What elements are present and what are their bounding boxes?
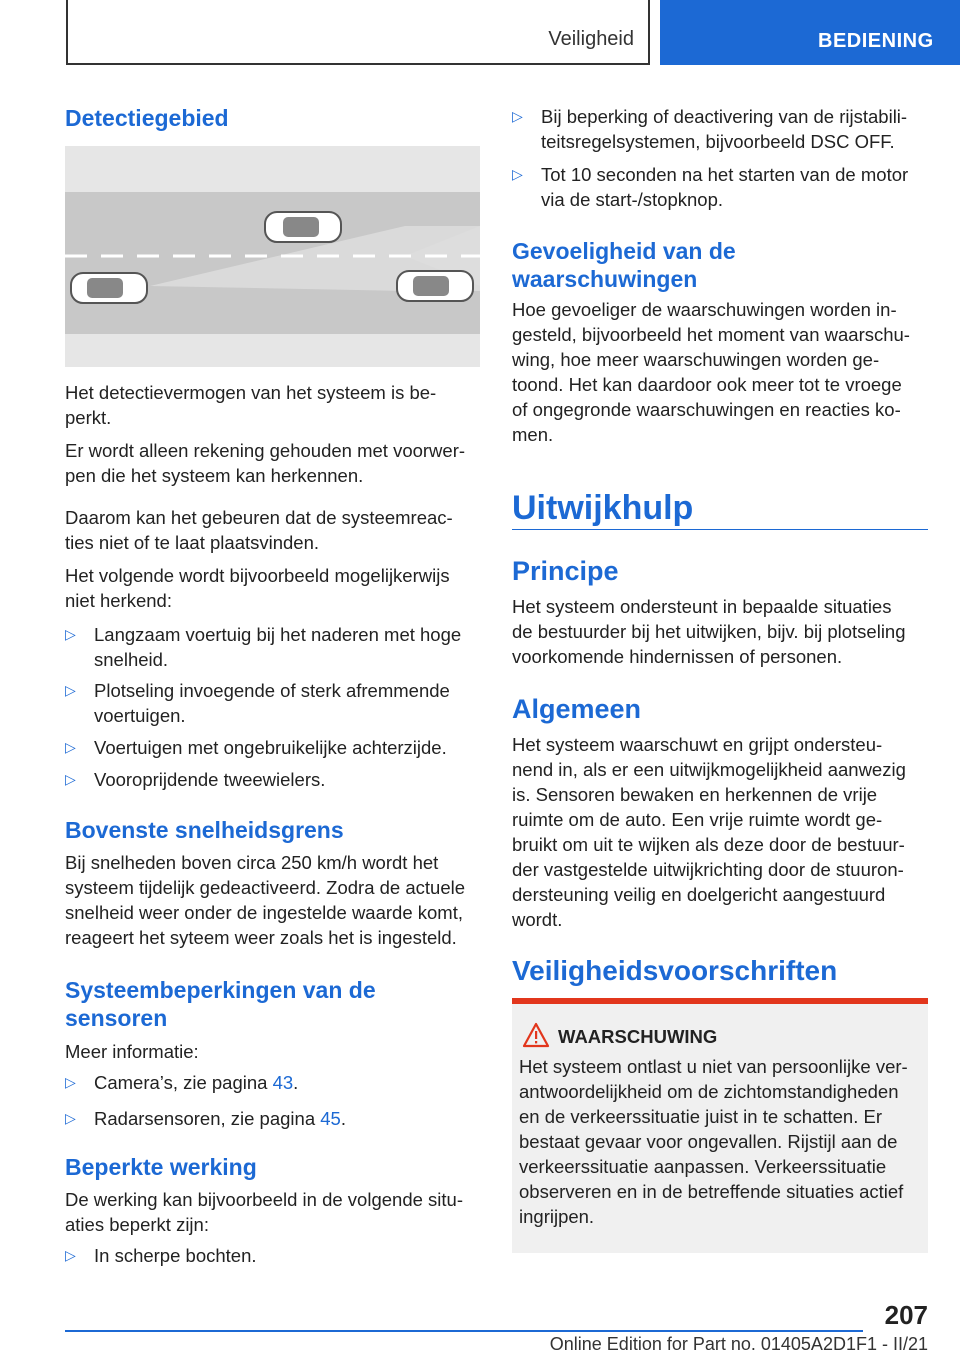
text-line: antwoordelijkheid om de zichtomstandigheden xyxy=(519,1081,899,1102)
list-item xyxy=(512,162,928,212)
paragraph-algemeen xyxy=(512,732,928,932)
triangle-right-outline-icon: ▷ xyxy=(65,1074,76,1090)
paragraph-werking xyxy=(65,1187,480,1237)
list-item xyxy=(65,622,480,672)
text-line: of ongegronde waarschuwingen en reacties ko- xyxy=(512,399,901,420)
list-item xyxy=(65,767,480,792)
text-line: de bestuurder bij het uitwijken, bijv. bij plotseling xyxy=(512,621,906,642)
text-line: wing, hoe meer waarschuwingen worden ge- xyxy=(512,349,880,370)
triangle-right-outline-icon: ▷ xyxy=(65,1110,76,1126)
heading-systeembeperkingen xyxy=(65,976,376,1032)
list-item-text: Radarsensoren, zie pagina xyxy=(94,1108,321,1129)
text-line: systeem tijdelijk gedeactiveerd. Zodra de actuele xyxy=(65,877,466,898)
footer-rule xyxy=(65,1330,863,1332)
text-line: bestaat gevaar voor ongevallen. Rijstijl aan de xyxy=(519,1131,898,1152)
paragraph-rekening xyxy=(65,438,480,488)
paragraph-niet-herkend xyxy=(65,563,480,613)
heading-bovenste-snelheidsgrens: Bovenste snelheidsgrens xyxy=(65,817,344,843)
text-line: Daarom kan het gebeuren dat de systeemreac- xyxy=(65,507,453,528)
text-line: Bij beperking of deactivering van de rijstabili- xyxy=(541,106,908,127)
text-line: Het systeem waarschuwt en grijpt ondersteu- xyxy=(512,734,883,755)
list-item xyxy=(65,735,480,760)
text-line: toond. Het kan daardoor ook meer tot te vroege xyxy=(512,374,902,395)
heading-principe: Principe xyxy=(512,556,619,586)
list-item xyxy=(65,678,480,728)
text-line: voorkomende hindernissen of personen. xyxy=(512,646,843,667)
text-line: en de verkeerssituatie juist in te schatten. Er xyxy=(519,1106,882,1127)
car-left xyxy=(71,273,147,303)
list-item xyxy=(512,104,928,154)
triangle-right-outline-icon: ▷ xyxy=(65,771,76,787)
footer-edition: Online Edition for Part no. 01405A2D1F1 - II/21 xyxy=(549,1334,928,1354)
period: . xyxy=(293,1072,299,1093)
list-item xyxy=(65,1106,480,1131)
heading-algemeen: Algemeen xyxy=(512,694,642,724)
text-line: bruikt om uit te wijken als deze door de bestuur- xyxy=(512,834,905,855)
text-line: verkeerssituatie aanpassen. Verkeerssituatie xyxy=(519,1156,887,1177)
page-link-45[interactable]: 45 xyxy=(320,1108,341,1129)
text-line: Er wordt alleen rekening gehouden met voorwer- xyxy=(65,440,466,461)
header-chapter-tab[interactable]: BEDIENING xyxy=(660,0,960,65)
list-item-text: Camera’s, zie pagina xyxy=(94,1072,273,1093)
text-line: nend in, als er een uitwijkmogelijkheid aanwezig xyxy=(512,759,906,780)
heading-underline xyxy=(512,529,928,530)
text-line: teitsregelsystemen, bijvoorbeeld DSC OFF. xyxy=(541,131,895,152)
text-line: De werking kan bijvoorbeeld in de volgende situ- xyxy=(65,1189,463,1210)
detection-area-illustration xyxy=(65,146,480,367)
paragraph-principe xyxy=(512,594,928,669)
text-line: snelheid. xyxy=(94,649,169,670)
triangle-right-outline-icon: ▷ xyxy=(65,682,76,698)
text-line: wordt. xyxy=(512,909,563,930)
text-line: Het volgende wordt bijvoorbeeld mogelijkerwijs xyxy=(65,565,450,586)
heading-line: waarschuwingen xyxy=(512,266,698,292)
text-line: Vooroprijdende tweewielers. xyxy=(94,769,326,790)
triangle-right-outline-icon: ▷ xyxy=(65,739,76,755)
paragraph-daarom xyxy=(65,505,480,555)
list-item xyxy=(65,1243,480,1268)
text-line: Voertuigen met ongebruikelijke achterzijde. xyxy=(94,737,447,758)
text-line: Tot 10 seconden na het starten van de motor xyxy=(541,164,909,185)
paragraph-meer-informatie: Meer informatie: xyxy=(65,1041,199,1062)
header-section-box xyxy=(66,0,650,65)
heading-line: Systeembeperkingen van de xyxy=(65,977,376,1003)
heading-gevoeligheid xyxy=(512,237,736,293)
paragraph-snelheden xyxy=(65,850,480,950)
text-line: gesteld, bijvoorbeeld het moment van waarschu- xyxy=(512,324,910,345)
car-right xyxy=(397,271,473,301)
period: . xyxy=(340,1108,346,1129)
warning-box xyxy=(512,1004,928,1253)
text-line: voertuigen. xyxy=(94,705,186,726)
text-line: Het systeem ondersteunt in bepaalde situaties xyxy=(512,596,892,617)
text-line: reageert het syteem weer zoals het is ingesteld. xyxy=(65,927,457,948)
text-line: Bij snelheden boven circa 250 km/h wordt het xyxy=(65,852,439,873)
list-item xyxy=(65,1070,480,1095)
paragraph-detectievermogen xyxy=(65,380,480,430)
text-line: via de start-/stopknop. xyxy=(541,189,724,210)
text-line: men. xyxy=(512,424,554,445)
warning-triangle-icon xyxy=(522,1022,550,1048)
car-top xyxy=(265,212,341,242)
text-line: ruimte om de auto. Een vrije ruimte wordt ge- xyxy=(512,809,883,830)
warning-title: WAARSCHUWING xyxy=(558,1026,718,1047)
heading-detectiegebied: Detectiegebied xyxy=(65,105,229,131)
heading-veiligheidsvoorschriften: Veiligheidsvoorschriften xyxy=(512,955,838,986)
page-header xyxy=(0,0,960,66)
text-line: Plotseling invoegende of sterk afremmende xyxy=(94,680,450,701)
text-line: dersteuning veilig en doelgericht aangestuurd xyxy=(512,884,886,905)
text-line: ingrijpen. xyxy=(519,1206,595,1227)
page-link-43[interactable]: 43 xyxy=(272,1072,294,1093)
text-line: perkt. xyxy=(65,407,112,428)
text-line: der vastgestelde uitwijkrichting door de stuuron- xyxy=(512,859,904,880)
text-line: Het detectievermogen van het systeem is be- xyxy=(65,382,437,403)
triangle-right-outline-icon: ▷ xyxy=(512,166,523,182)
text-line: Langzaam voertuig bij het naderen met hoge xyxy=(94,624,462,645)
paragraph-gevoeliger xyxy=(512,297,928,447)
road-diagram xyxy=(65,146,480,367)
triangle-right-outline-icon: ▷ xyxy=(512,108,523,124)
text-line: snelheid weer onder de ingestelde waarde komt, xyxy=(65,902,463,923)
heading-beperkte-werking: Beperkte werking xyxy=(65,1154,257,1180)
text-line: aties beperkt zijn: xyxy=(65,1214,209,1235)
heading-line: sensoren xyxy=(65,1005,168,1031)
page-number: 207 xyxy=(884,1300,928,1330)
text-line: Hoe gevoeliger de waarschuwingen worden in- xyxy=(512,299,897,320)
warning-text xyxy=(519,1054,923,1229)
text-line: Het systeem ontlast u niet van persoonlijke ver- xyxy=(519,1056,908,1077)
text-line: niet herkend: xyxy=(65,590,172,611)
text-line: pen die het systeem kan herkennen. xyxy=(65,465,364,486)
triangle-right-outline-icon: ▷ xyxy=(65,626,76,642)
text-line: In scherpe bochten. xyxy=(94,1245,257,1266)
text-line: observeren en in de betreffende situaties actief xyxy=(519,1181,904,1202)
heading-line: Gevoeligheid van de xyxy=(512,238,736,264)
triangle-right-outline-icon: ▷ xyxy=(65,1247,76,1263)
header-section-title: Veiligheid xyxy=(548,28,634,50)
text-line: is. Sensoren bewaken en herkennen de vrije xyxy=(512,784,878,805)
text-line: ties niet of te laat plaatsvinden. xyxy=(65,532,320,553)
heading-uitwijkhulp: Uitwijkhulp xyxy=(512,489,694,527)
